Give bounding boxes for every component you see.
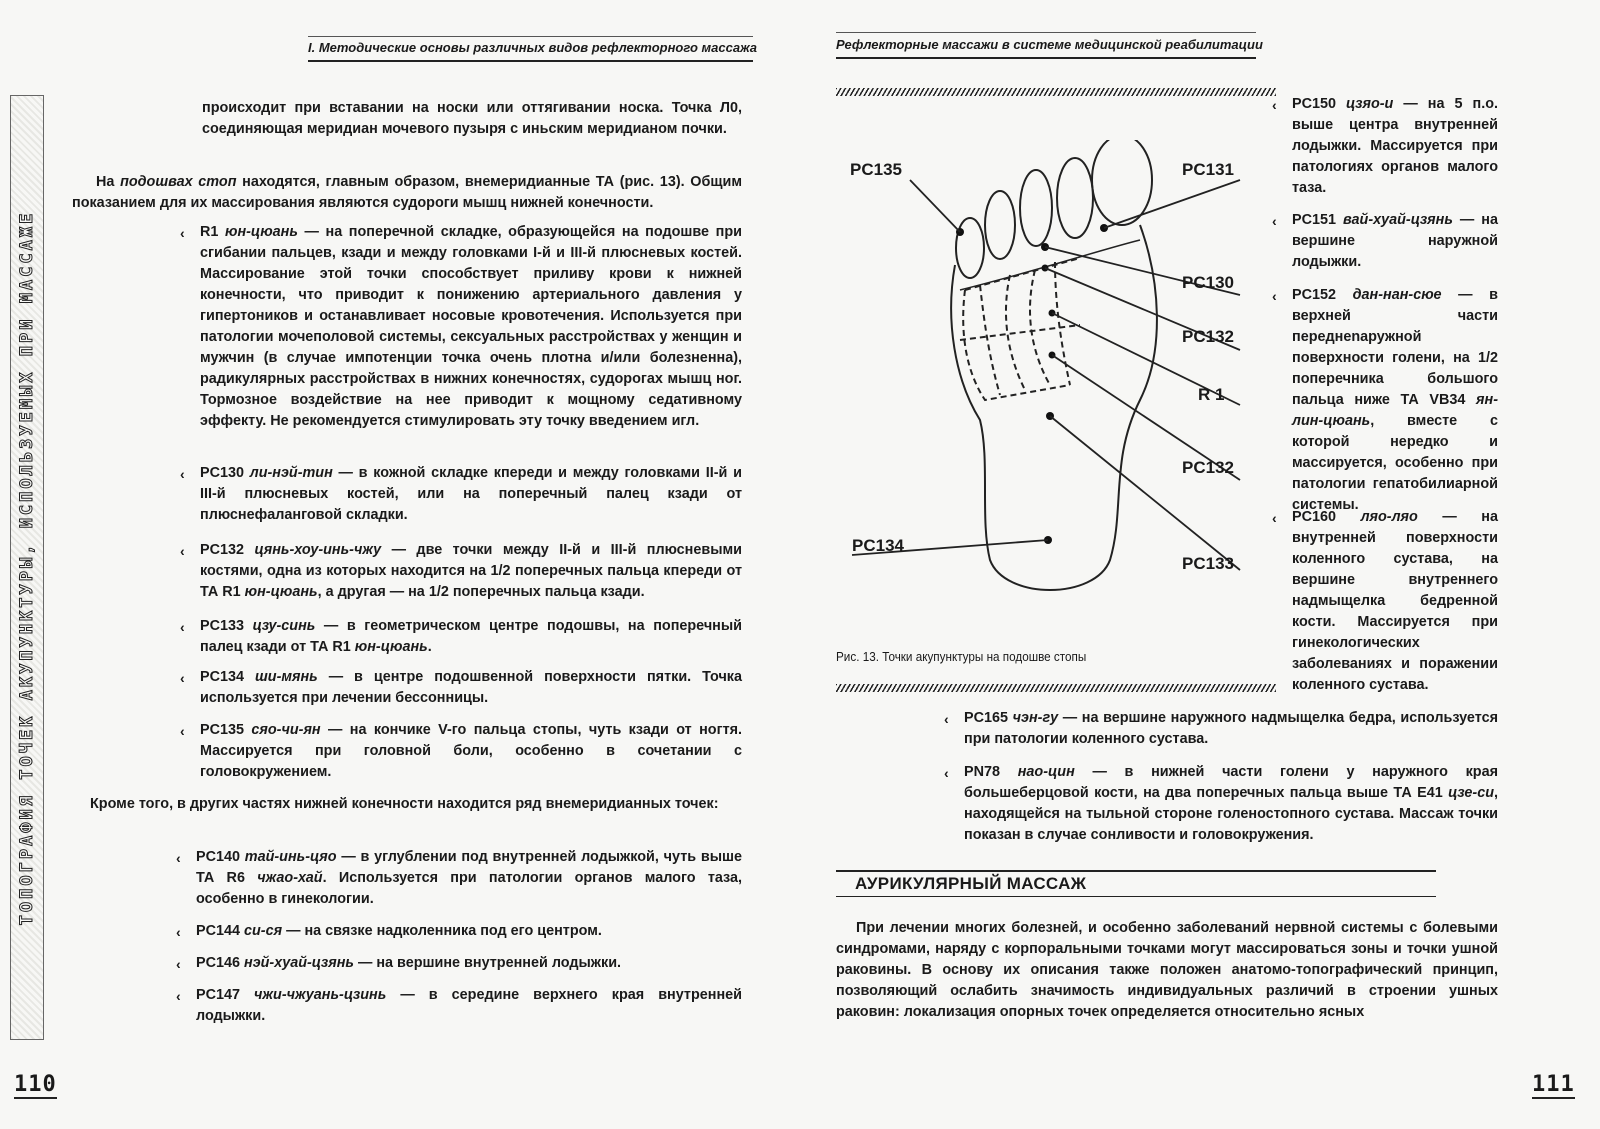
section-rule — [836, 896, 1436, 897]
point-name: цзе-си — [1448, 785, 1494, 801]
text: . — [427, 639, 432, 655]
toe-2 — [1057, 158, 1093, 238]
point-name: цзяо-и — [1346, 96, 1394, 112]
entry-pc133 — [200, 616, 742, 658]
entry-pc134 — [200, 667, 742, 709]
bullet-marker: ‹ — [944, 765, 949, 781]
bullet-marker: ‹ — [180, 225, 185, 241]
entry-pc147 — [196, 985, 742, 1027]
point-code: R1 — [200, 224, 225, 240]
point-description: — в углублении под внутренней лодыжкой, чуть выше ТА R6 — [196, 849, 742, 886]
point-description: — на связке надколенника под его центром. — [282, 923, 602, 939]
point-code: PC144 — [196, 923, 244, 939]
paragraph-soles — [72, 172, 742, 214]
figure-hatch-top — [836, 88, 1276, 96]
point-name: чжао-хай — [257, 870, 323, 886]
point-description: поперечных пальца кпереди от ТА R1 — [200, 563, 742, 600]
text: На — [96, 174, 121, 190]
point-name: тай-инь-цяо — [244, 849, 337, 865]
foot-outline — [951, 140, 1157, 590]
entry-pc132 — [200, 540, 742, 603]
bullet-marker: ‹ — [180, 723, 185, 739]
right-page — [800, 0, 1600, 1129]
point-name: цянь-хоу-инь-чжу — [254, 542, 382, 558]
point-description: . Используется при патологии органов малого таза, особенно в гинекологии. — [196, 870, 743, 907]
point-description: — на кончике V-го пальца стопы, чуть кзади от ногтя. Массируется при головной боли, особенно в сочетании с головокружением. — [200, 722, 743, 780]
bullet-marker: ‹ — [176, 850, 181, 866]
point-code: PC135 — [200, 722, 252, 738]
bullet-marker: ‹ — [1272, 510, 1277, 526]
entry-pc135 — [200, 720, 742, 783]
point-name: ли-нэй-тин — [249, 465, 333, 481]
point-description: — в верхней части переднenаружной поверхности голени, на — [1292, 287, 1499, 366]
point-name: чжи-чжуань-цзинь — [254, 987, 387, 1003]
point-description: — в нижней части голени у наружного края большеберцовой кости, на два поперечных пальца выше ТА E41 — [964, 764, 1498, 801]
bullet-marker: ‹ — [1272, 288, 1277, 304]
entry-pc150 — [1292, 94, 1498, 199]
toe-4 — [985, 191, 1015, 259]
toe-3 — [1020, 170, 1052, 246]
side-band-text: ТОПОГРАФИЯ ТОЧЕК АКУПУНКТУРЫ, ИСПОЛЬЗУЕМЫХ ПРИ МАССАЖЕ — [17, 210, 37, 925]
label-pc134: PC134 — [852, 536, 904, 555]
paragraph-other-points: Кроме того, в других частях нижней конечности находится ряд внемеридианных точек: — [90, 796, 719, 812]
bullet-marker: ‹ — [180, 543, 185, 559]
point-description: — на 5 п.о. выше центра внутренней лодыжки. Массируется при патологиях органов малого таза. — [1292, 96, 1499, 196]
point-name: ляо-ляо — [1360, 509, 1418, 525]
point-name: юн-цюань — [225, 224, 298, 240]
bullet-marker: ‹ — [1272, 97, 1277, 113]
point-code: PC146 — [196, 955, 244, 971]
fraction: 1/2 — [490, 563, 511, 579]
figure-caption: Рис. 13. Точки акупунктуры на подошве стопы — [836, 649, 1087, 664]
fraction: 1/2 — [1477, 350, 1498, 366]
entry-r1 — [200, 222, 742, 432]
point-code: PC140 — [196, 849, 245, 865]
point-code: PC134 — [200, 669, 255, 685]
bullet-marker: ‹ — [176, 956, 181, 972]
label-pc132: PC132 — [1182, 327, 1234, 346]
entry-pn78 — [964, 762, 1498, 846]
point-name: нэй-хуай-цзянь — [244, 955, 354, 971]
point-code: PC133 — [200, 618, 253, 634]
point-description: — на вершине внутренней лодыжки. — [353, 955, 622, 971]
point-description: поперечных пальца кзади. — [448, 584, 645, 600]
point-name: ян-лин-цюань — [1292, 392, 1498, 429]
metatarsal-lines — [960, 258, 1080, 400]
entry-pc165 — [964, 708, 1498, 750]
bullet-marker: ‹ — [180, 619, 185, 635]
bullet-marker: ‹ — [180, 466, 185, 482]
point-code: PC151 — [1292, 212, 1344, 228]
point-name: юн-цюань — [244, 584, 318, 600]
entry-pc144 — [196, 921, 742, 942]
point-code: PC150 — [1292, 96, 1347, 112]
emphasis: подошвах стоп — [120, 174, 237, 190]
entry-pc151 — [1292, 210, 1498, 273]
label-pc130: PC130 — [1182, 273, 1234, 292]
header-rule — [836, 32, 1256, 33]
point-description: — на поперечной складке, образующейся на подошве при сгибании пальцев, кзади и между головками I-й и III-й плюсневых костей. Массирование этой точки способствует приливу крови к нижней конечности, что приводит к понижению артериального давления у гипертоников и останавливает носовые кровотечения. Используется при патологии мочеполовой системы, сексуальных расстройствах у женщин и мужчин (в случае импотенции точка очень плотна и/или болезненна), радикулярных расстройствах в нижних конечностях, судорогах мышц ног. Тормозное воздействие на нее приводит к мощному седативному эффекту. Не рекомендуется стимулировать эту точку введением игл. — [200, 224, 742, 429]
entry-pc140 — [196, 847, 742, 910]
label-pc132-2: PC132 — [1182, 458, 1234, 477]
point-description: — на вершине наружного надмыщелка бедра, используется при патологии коленного сустава. — [964, 710, 1498, 747]
page-number-right: 111 — [1532, 1072, 1575, 1097]
point-description: — в геометрическом центре подошвы, на поперечный палец кзади от ТА R1 — [200, 618, 743, 655]
point-code: PN78 — [964, 764, 1018, 780]
point-name: ши-мянь — [254, 669, 318, 685]
point-code: PC160 — [1292, 509, 1361, 525]
entry-pc160 — [1292, 507, 1498, 696]
point-name: юн-цюань — [354, 639, 428, 655]
point-description: — на вершине наружной лодыжки. — [1292, 212, 1498, 270]
point-description: — в середине верхнего края внутренней лодыжки. — [196, 987, 742, 1024]
point-name: чэн-гу — [1012, 710, 1059, 726]
point-description: , вместе с которой нередко и массируется, особенно при патологии гепатобилиарной системы. — [1292, 413, 1498, 513]
entry-pc152 — [1292, 285, 1498, 516]
point-description: — две точки между II-й и III-й плюсневыми костями, одна из которых находится на — [200, 542, 743, 579]
toe-1 — [1092, 140, 1152, 225]
entry-pc130 — [200, 463, 742, 526]
point-code: PC132 — [200, 542, 255, 558]
entry-pc146 — [196, 953, 742, 974]
point-description: , а другая — на — [317, 584, 429, 600]
point-code: PC152 — [1292, 287, 1353, 303]
label-pc135: PC135 — [850, 160, 902, 179]
bullet-marker: ‹ — [180, 670, 185, 686]
bullet-marker: ‹ — [944, 711, 949, 727]
point-code: PC165 — [964, 710, 1013, 726]
paragraph-continued: происходит при вставании на носки или оттягивании носка. Точка Л0, соединяющая меридиан мочевого пузыря с иньским меридианом почки. — [202, 100, 742, 137]
header-rule — [308, 36, 753, 37]
point-name: си-ся — [244, 923, 283, 939]
bullet-marker: ‹ — [176, 924, 181, 940]
point-description: — в кожной складке кпереди и между головками II-й и III-й плюсневых костей, или на поперечный палец кзади от плюснефаланговой складки. — [200, 465, 742, 523]
text: находятся, главным образом, внемеридианные ТА (рис. 13). Общим показанием для их массирования являются судороги мышц нижней конечности. — [72, 174, 742, 211]
side-band — [10, 95, 44, 1040]
point-description: — на внутренней поверхности коленного сустава, на вершине внутреннего надмыщелка бедренной кости. Массируется при гинекологических заболеваниях и поражении коленного сустава. — [1292, 509, 1498, 693]
page-number-left: 110 — [14, 1072, 57, 1097]
running-head-right: Рефлекторные массажи в системе медицинской реабилитации — [836, 37, 1256, 59]
point-description: поперечника большого пальца ниже ТА VB34 — [1292, 371, 1498, 408]
label-r1: R 1 — [1198, 385, 1225, 404]
point-name: сяо-чи-ян — [251, 722, 321, 738]
point-code: PC147 — [196, 987, 255, 1003]
running-head-left: I. Методические основы различных видов рефлекторного массажа — [308, 40, 753, 62]
toe-5 — [956, 218, 984, 278]
bullet-marker: ‹ — [176, 988, 181, 1004]
figure-hatch-bottom — [836, 684, 1276, 692]
sole-outline — [951, 225, 1157, 590]
label-pc133: PC133 — [1182, 554, 1234, 573]
bullet-marker: ‹ — [1272, 213, 1277, 229]
point-description: — в центре подошвенной поверхности пятки. Точка используется при лечении бессонницы. — [200, 669, 743, 706]
point-name: вай-хуай-цзянь — [1343, 212, 1453, 228]
fraction: 1/2 — [428, 584, 449, 600]
section-title: АУРИКУЛЯРНЫЙ МАССАЖ — [855, 874, 1087, 893]
point-name: цзу-синь — [252, 618, 316, 634]
point-name: дан-нан-сюе — [1352, 287, 1442, 303]
point-name: нао-цин — [1017, 764, 1075, 780]
section-rule — [836, 870, 1436, 872]
point-description: , находящейся на тыльной стороне голеностопного сустава. Массаж точки показан в случае сонливости и головокружения. — [964, 785, 1498, 843]
paragraph-auricular: При лечении многих болезней, и особенно заболеваний нервной системы с болевыми синдромами, наряду с корпоральными точками могут массироваться зоны и точки ушной раковины. В основу их описания также положен анатомо-топографический принцип, позволяющий ослабить значимость индивидуальных различий в строении ушных раковин: локализация опорных точек определяется относительно ясных — [836, 920, 1498, 1020]
label-pc131: PC131 — [1182, 160, 1234, 179]
point-code: PC130 — [200, 465, 250, 481]
